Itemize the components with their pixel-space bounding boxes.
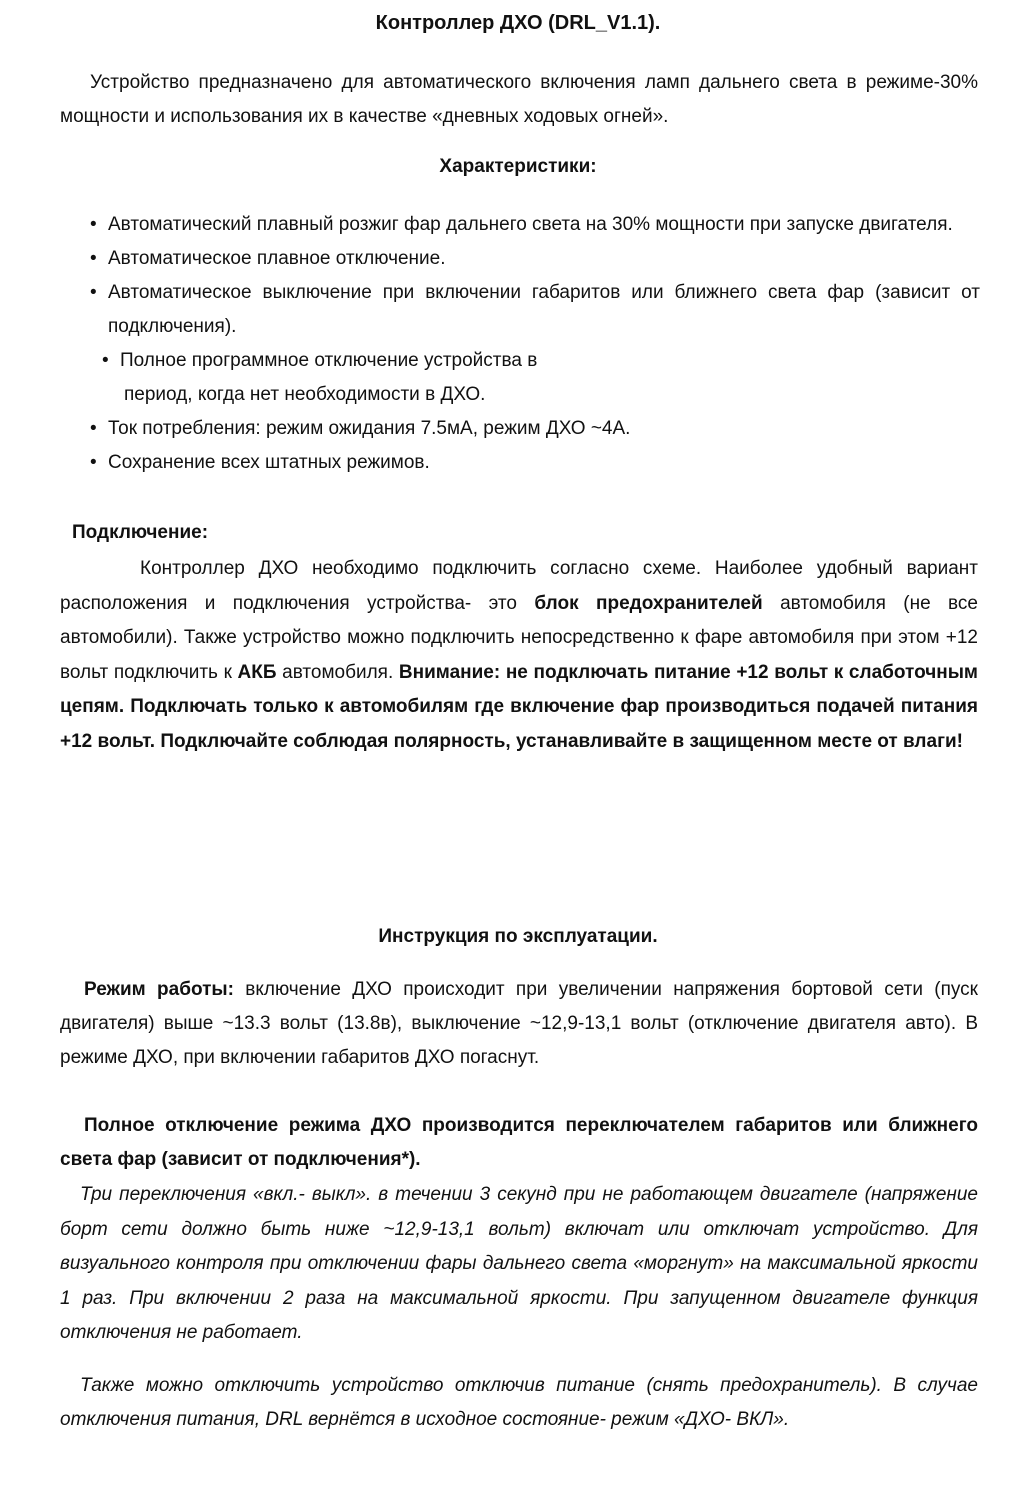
instructions-heading: Инструкция по эксплуатации.: [378, 926, 658, 947]
power-off-note: Также можно отключить устройство отключив питание (снять предохранитель). В случае отключения питания, DRL вернётся в исходное состояние- режим «ДХО- ВКЛ».: [60, 1375, 978, 1430]
characteristics-heading: Характеристики:: [439, 156, 597, 177]
fuse-block-emphasis: блок предохранителей: [534, 592, 763, 614]
bullet-icon: •: [90, 214, 97, 235]
connection-warning: Внимание: не подключать питание +12 вольт к слаботочным цепям. Подключать только к автомобилям где включение фар производиться подачей питания +12 вольт. Подключайте соблюдая полярность, устанавливайте в защищенном месте от влаги!: [60, 661, 978, 752]
intro-paragraph: Устройство предназначено для автоматического включения ламп дальнего света в режиме-30% мощности и использования их в качестве «дневных ходовых огней».: [60, 72, 978, 127]
list-item-text: Полное программное отключение устройства в: [120, 350, 538, 371]
document-title: Контроллер ДХО (DRL_V1.1).: [375, 12, 661, 34]
list-item-text: Автоматическое плавное отключение.: [108, 248, 446, 269]
list-item-text: Ток потребления: режим ожидания 7.5мА, режим ДХО ~4А.: [108, 418, 631, 439]
operating-mode-paragraph: [60, 973, 978, 1075]
bullet-icon: •: [90, 418, 97, 439]
connection-heading: Подключение:: [72, 522, 209, 543]
connection-text-2: автомобиля (не все автомобили). Также устройство можно подключить непосредственно к фаре автомобиля при этом +12 вольт подключить к: [60, 592, 979, 683]
list-item: [90, 412, 980, 446]
mode-text: включение ДХО происходит при увеличении напряжения бортовой сети (пуск двигателя) выше ~13.3 вольт (13.8в), выключение ~12,9-13,1 вольт (отключение двигателя авто). В режиме ДХО, при включении габаритов ДХО погаснут.: [60, 979, 978, 1068]
bullet-icon: •: [90, 452, 97, 473]
connection-text-1: Контроллер ДХО необходимо подключить согласно схеме. Наиболее удобный вариант расположения и подключения устройства- это: [60, 558, 978, 614]
list-item-text: Сохранение всех штатных режимов.: [108, 452, 430, 473]
list-item: [90, 208, 980, 242]
list-item: [90, 276, 980, 344]
bullet-icon: •: [90, 282, 97, 303]
switching-instructions: Три переключения «вкл.- выкл». в течении 3 секунд при не работающем двигателе (напряжение борт сети должно быть ниже ~12,9-13,1 вольт) включат или отключат устройство. Для визуального контроля при отключении фары дальнего света «моргнут» на максимальной яркости 1 раз. При включении 2 раза на максимальной яркости. При запущенном двигателе функция отключения не работает.: [60, 1184, 978, 1343]
connection-text-3: автомобиля.: [276, 661, 399, 683]
list-item-text: Автоматический плавный розжиг фар дальнего света на 30% мощности при запуске двигателя.: [108, 214, 953, 235]
list-item: [90, 344, 590, 412]
full-off-paragraph: Полное отключение режима ДХО производится переключателем габаритов или ближнего света фар (зависит от подключения*).: [60, 1115, 978, 1170]
list-item-continuation: период, когда нет необходимости в ДХО.: [124, 384, 486, 405]
list-item: [90, 446, 980, 480]
list-item-text: Автоматическое выключение при включении габаритов или ближнего света фар (зависит от подключения).: [108, 282, 980, 337]
akb-emphasis: АКБ: [237, 661, 277, 683]
list-item: [90, 242, 980, 276]
mode-label: Режим работы:: [84, 979, 234, 1000]
bullet-icon: •: [90, 248, 97, 269]
bullet-icon: •: [102, 350, 109, 371]
characteristics-list: [90, 208, 980, 480]
connection-paragraph: [60, 552, 978, 759]
